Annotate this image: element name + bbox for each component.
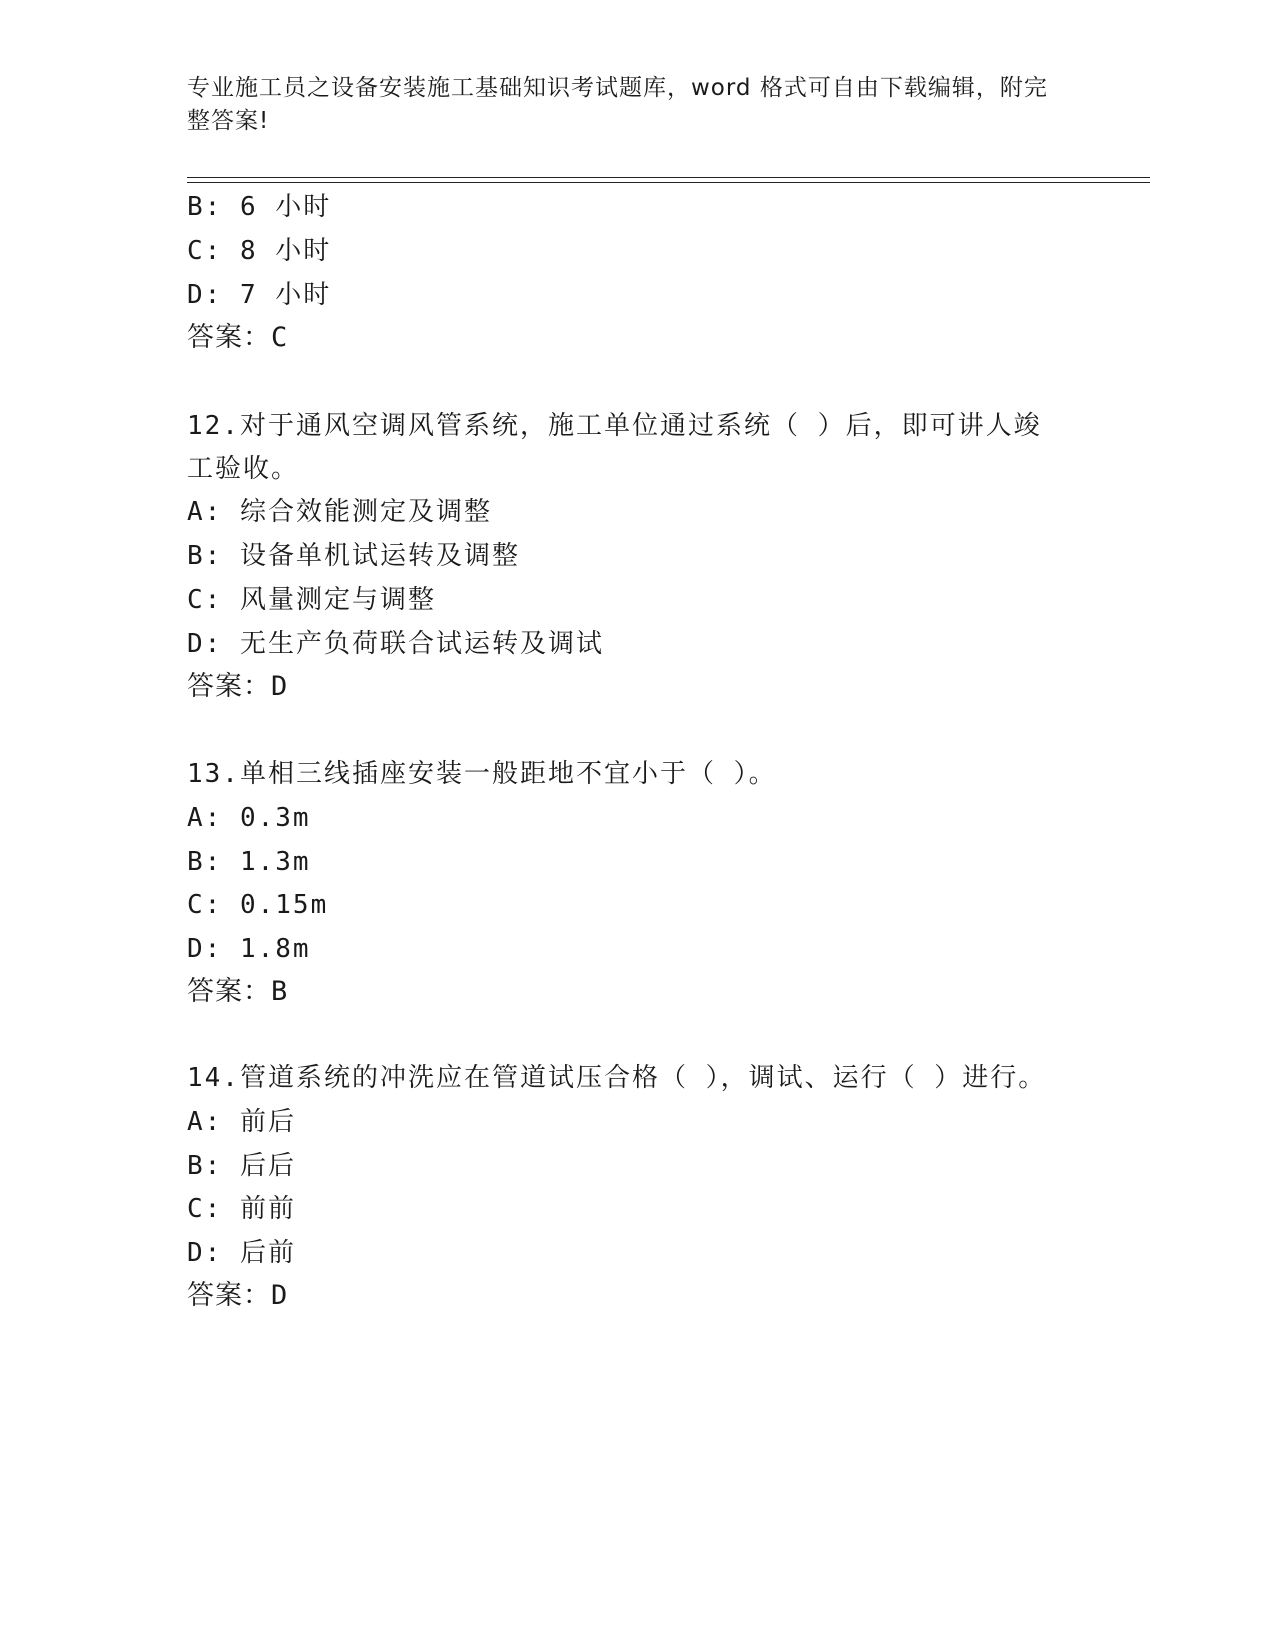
q14-answer — [187, 1279, 288, 1313]
q14-option-a: A: 前后 — [187, 1107, 296, 1137]
q11-answer-value: C — [271, 322, 289, 353]
q12-option-a: A: 综合效能测定及调整 — [187, 497, 492, 527]
q13-answer-label: 答案： — [187, 976, 271, 1007]
header-line-2: 整答案! — [187, 108, 270, 134]
q13-answer — [187, 975, 288, 1009]
q13-answer-value: B — [271, 976, 289, 1007]
q14-answer-label: 答案： — [187, 1280, 271, 1311]
q14-option-c: C: 前前 — [187, 1194, 296, 1224]
q13-stem: 13.单相三线插座安装一般距地不宜小于（ ）。 — [187, 759, 777, 789]
q11-option-b: B: 6 小时 — [187, 192, 332, 222]
header-line-1: 专业施工员之设备安装施工基础知识考试题库，word 格式可自由下载编辑，附完 — [187, 75, 1048, 101]
q11-option-c: C: 8 小时 — [187, 236, 332, 266]
q12-option-b: B: 设备单机试运转及调整 — [187, 541, 520, 571]
q11-answer — [187, 321, 288, 355]
q12-answer — [187, 670, 288, 704]
q13-option-c: C: 0.15m — [187, 890, 329, 920]
q12-answer-label: 答案： — [187, 671, 271, 702]
q14-option-b: B: 后后 — [187, 1151, 296, 1181]
header-divider-bottom — [187, 182, 1150, 183]
q12-stem-line-2: 工验收。 — [187, 454, 300, 484]
q13-option-a: A: 0.3m — [187, 803, 311, 833]
q14-stem: 14.管道系统的冲洗应在管道试压合格（ ），调试、运行（ ）进行。 — [187, 1063, 1047, 1093]
q14-option-d: D: 后前 — [187, 1238, 296, 1268]
q14-answer-value: D — [271, 1280, 289, 1311]
q12-option-c: C: 风量测定与调整 — [187, 585, 436, 615]
q11-option-d: D: 7 小时 — [187, 280, 332, 310]
q11-answer-label: 答案： — [187, 322, 271, 353]
q12-answer-value: D — [271, 671, 289, 702]
header-divider-top — [187, 177, 1150, 178]
q12-option-d: D: 无生产负荷联合试运转及调试 — [187, 629, 604, 659]
q13-option-d: D: 1.8m — [187, 934, 311, 964]
q13-option-b: B: 1.3m — [187, 847, 311, 877]
document-header — [187, 72, 1067, 138]
q12-stem-line-1: 12.对于通风空调风管系统，施工单位通过系统（ ）后，即可讲人竣 — [187, 411, 1042, 441]
